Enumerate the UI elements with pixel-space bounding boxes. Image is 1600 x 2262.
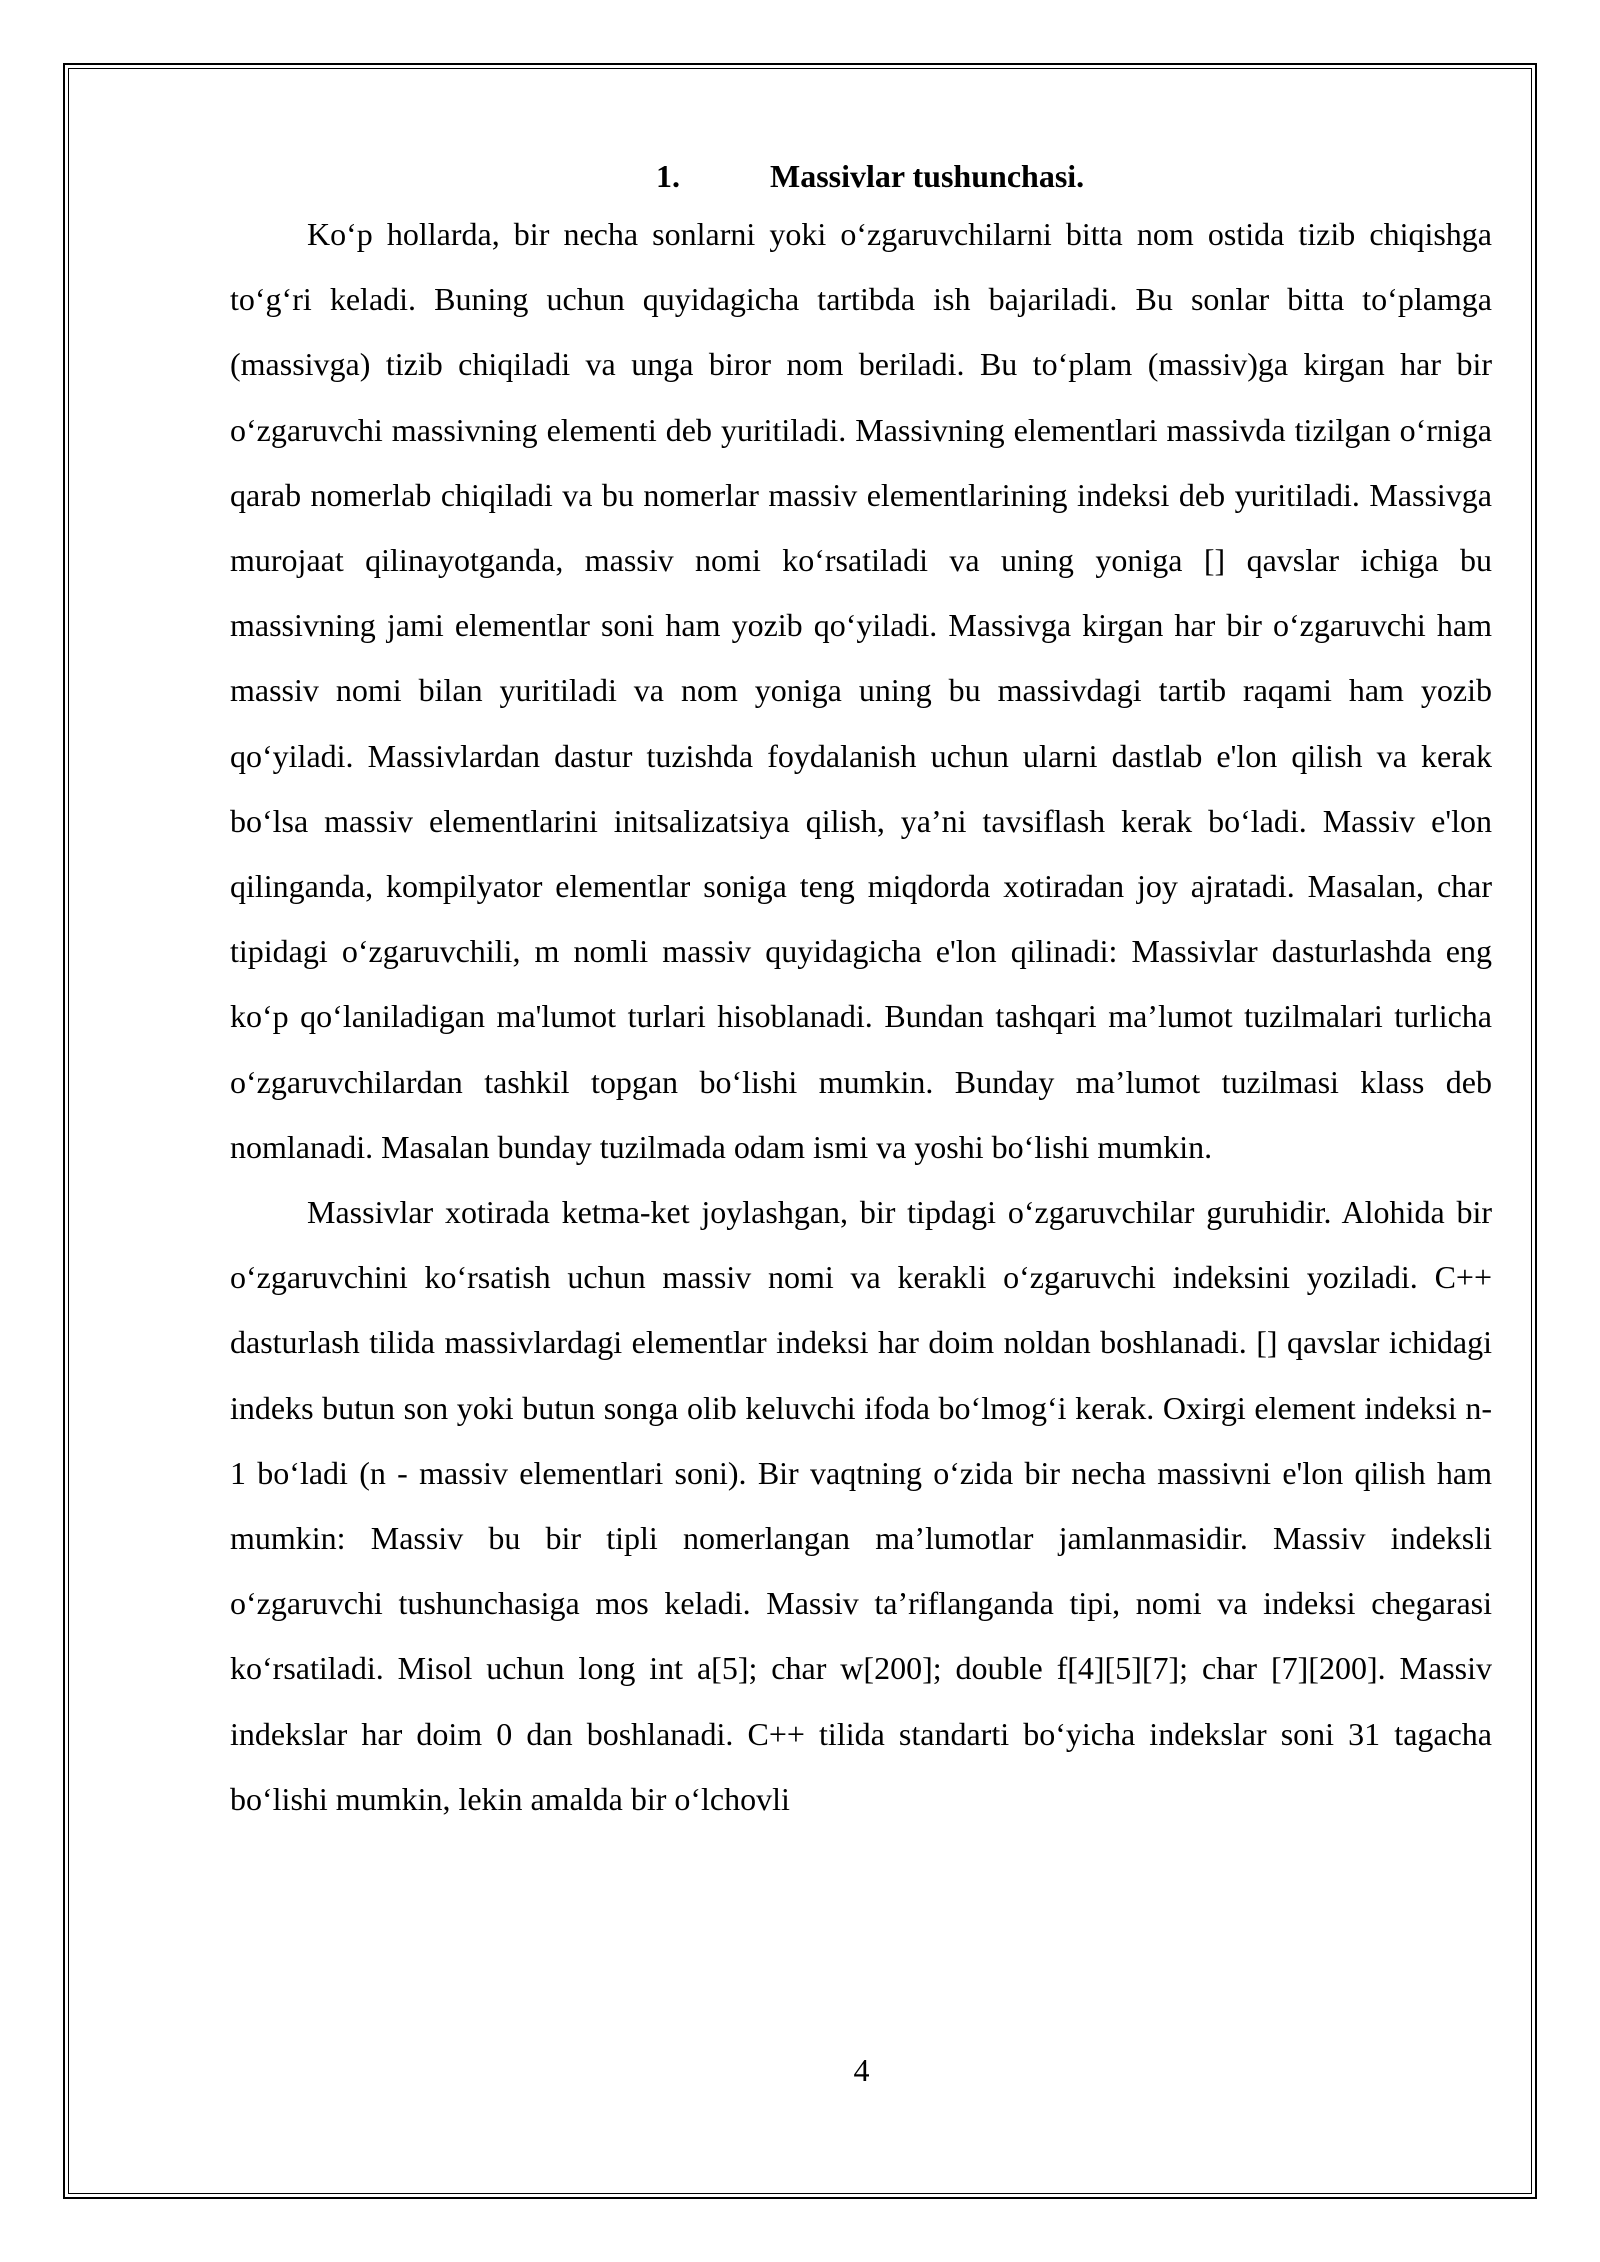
page-number: 4 — [853, 2052, 870, 2088]
heading-title: Massivlar tushunchasi. — [770, 158, 1085, 194]
paragraph-2: Massivlar xotirada ketma-ket joylashgan, bir tipdagi o‘zgaruvchilar guruhidir. Alohida bir o‘zgaruvchini ko‘rsatish uchun massiv nomi va kerakli o‘zgaruvchi indeksini yoziladi. C++ dasturlash tilida massivlardagi elementlar indeksi har doim noldan boshlanadi. [] qavslar ichidagi indeks butun son yoki butun songa olib keluvchi ifoda bo‘lmog‘i kerak. Oxirgi element indeksi n-1 bo‘ladi (n - massiv elementlari soni). Bir vaqtning o‘zida bir necha massivni e'lon qilish ham mumkin: Massiv bu bir tipli nomerlangan ma’lumotlar jamlanmasidir. Massiv indeksli o‘zgaruvchi tushunchasiga mos keladi. Massiv ta’riflanganda tipi, nomi va indeksi chegarasi ko‘rsatiladi. Misol uchun long int a[5]; char w[200]; double f[4][5][7]; char [7][200]. Massiv indekslar har doim 0 dan boshlanadi. C++ tilida standarti bo‘yicha indekslar soni 31 tagacha bo‘lishi mumkin, lekin amalda bir o‘lchovli — [230, 1194, 1492, 1817]
document-body — [230, 150, 1492, 1832]
section-heading — [230, 150, 1492, 202]
paragraph-1: Ko‘p hollarda, bir necha sonlarni yoki o‘zgaruvchilarni bitta nom ostida tizib chiqishga to‘g‘ri keladi. Buning uchun quyidagicha tartibda ish bajariladi. Bu sonlar bitta to‘plamga (massivga) tizib chiqiladi va unga biror nom beriladi. Bu to‘plam (massiv)ga kirgan har bir o‘zgaruvchi massivning elementi deb yuritiladi. Massivning elementlari massivda tizilgan o‘rniga qarab nomerlab chiqiladi va bu nomerlar massiv elementlarining indeksi deb yuritiladi. Massivga murojaat qilinayotganda, massiv nomi ko‘rsatiladi va uning yoniga [] qavslar ichiga bu massivning jami elementlar soni ham yozib qo‘yiladi. Massivga kirgan har bir o‘zgaruvchi ham massiv nomi bilan yuritiladi va nom yoniga uning bu massivdagi tartib raqami ham yozib qo‘yiladi. Massivlardan dastur tuzishda foydalanish uchun ularni dastlab e'lon qilish va kerak bo‘lsa massiv elementlarini initsalizatsiya qilish, ya’ni tavsiflash kerak bo‘ladi. Massiv e'lon qilinganda, kompilyator elementlar soniga teng miqdorda xotiradan joy ajratadi. Masalan, char tipidagi o‘zgaruvchili, m nomli massiv quyidagicha e'lon qilinadi: Massivlar dasturlashda eng ko‘p qo‘laniladigan ma'lumot turlari hisoblanadi. Bundan tashqari ma’lumot tuzilmalari turlicha o‘zgaruvchilardan tashkil topgan bo‘lishi mumkin. Bunday ma’lumot tuzilmasi klass deb nomlanadi. Masalan bunday tuzilmada odam ismi va yoshi bo‘lishi mumkin. — [230, 216, 1492, 1165]
heading-number: 1. — [656, 158, 680, 194]
